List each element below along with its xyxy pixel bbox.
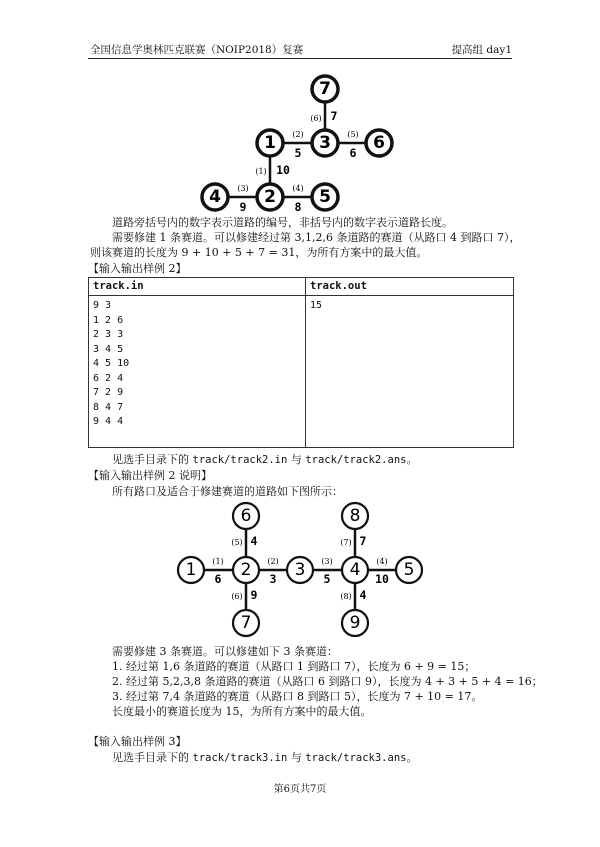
note2-file-ans: track/track2.ans <box>305 454 407 466</box>
node-label: 5 <box>403 560 415 580</box>
edge-id: (3) <box>237 184 249 193</box>
edge-id: (6) <box>310 114 322 123</box>
output-column <box>306 278 513 447</box>
header-right: 提高组 day1 <box>451 44 512 56</box>
node-label: 8 <box>349 506 361 526</box>
diagram-sample-2 <box>0 495 600 640</box>
edge-weight: 5 <box>323 572 331 586</box>
input-line: 8 4 7 <box>93 401 124 413</box>
explain2-item2: 2. 经过第 5,2,3,8 条道路的赛道（从路口 6 到路口 9），长度为 4 + 3 + 5 + 4 = 16； <box>112 675 543 688</box>
edge-weight: 7 <box>330 109 338 123</box>
note3-prefix: 见选手目录下的 <box>112 751 193 764</box>
edge-id: (6) <box>231 592 243 601</box>
note2 <box>112 452 417 468</box>
input-line: 9 3 <box>93 300 112 311</box>
input-line: 6 2 4 <box>93 372 124 384</box>
sample2-explain-title: 【输入输出样例 2 说明】 <box>88 469 212 482</box>
input-line: 9 4 4 <box>93 416 124 427</box>
diagram-sample-1 <box>0 0 600 220</box>
node-label: 1 <box>185 560 197 580</box>
node-label: 6 <box>373 133 385 153</box>
explain2-line2: 长度最小的赛道长度为 15，为所有方案中的最大值。 <box>112 705 372 718</box>
page-footer: 第6页共7页 <box>273 784 327 795</box>
input-line: 4 5 10 <box>93 358 130 369</box>
edge-weight: 5 <box>294 146 302 160</box>
input-header: track.in <box>89 278 305 296</box>
note2-prefix: 见选手目录下的 <box>112 453 193 466</box>
note3-file-ans: track/track3.ans <box>305 752 407 764</box>
input-line: 1 2 6 <box>93 314 124 326</box>
input-body <box>89 296 305 430</box>
edge-weight: 3 <box>269 572 277 586</box>
sample3-title: 【输入输出样例 3】 <box>88 735 187 748</box>
explain1-line3: 则该赛道的长度为 9 + 10 + 5 + 7 = 31，为所有方案中的最大值。 <box>90 246 428 259</box>
edge-weight: 6 <box>349 146 357 160</box>
edge-id: (5) <box>347 130 359 139</box>
edge-id: (7) <box>340 538 352 547</box>
output-header: track.out <box>306 278 513 296</box>
edge-weight: 9 <box>250 588 258 602</box>
edge-id: (4) <box>376 557 388 566</box>
note2-file-in: track/track2.in <box>192 454 288 466</box>
node-label: 5 <box>319 187 331 207</box>
node-label: 1 <box>264 133 276 153</box>
edge-weight: 4 <box>359 588 367 602</box>
sample2-title: 【输入输出样例 2】 <box>88 262 187 275</box>
note2-suffix: 。 <box>406 453 418 466</box>
explain2-line1: 需要修建 3 条赛道。可以修建如下 3 条赛道： <box>112 645 338 658</box>
edge-id: (1) <box>255 167 267 176</box>
edge-id: (2) <box>292 130 304 139</box>
output-body <box>306 296 513 314</box>
node-label: 9 <box>349 613 361 633</box>
header-left: 全国信息学奥林匹克联赛（NOIP2018）复赛 <box>90 44 304 56</box>
node-label: 4 <box>209 187 221 207</box>
edge-weight: 4 <box>250 534 258 548</box>
input-column <box>89 278 306 447</box>
input-line: 7 2 9 <box>93 387 124 398</box>
note3-mid: 与 <box>287 751 306 764</box>
explain2-item1: 1. 经过第 1,6 条道路的赛道（从路口 1 到路口 7），长度为 6 + 9 = 15； <box>112 660 476 673</box>
edge-id: (4) <box>292 184 304 193</box>
explain1-line2: 需要修建 1 条赛道。可以修建经过第 3,1,2,6 条道路的赛道（从路口 4 到路口 7）， <box>112 231 521 244</box>
edge-id: (5) <box>231 538 243 547</box>
edge-id: (8) <box>340 592 352 601</box>
edge-weight: 7 <box>359 534 367 548</box>
note3-file-in: track/track3.in <box>192 752 288 764</box>
node-label: 7 <box>240 613 252 633</box>
node-label: 7 <box>319 79 331 99</box>
note2-mid: 与 <box>287 453 306 466</box>
node-label: 2 <box>264 187 276 207</box>
note3 <box>112 750 417 766</box>
edge-id: (3) <box>321 557 333 566</box>
input-line: 2 3 3 <box>93 329 124 340</box>
edge-id: (2) <box>267 557 279 566</box>
edge-weight: 6 <box>214 572 222 586</box>
node-label: 4 <box>349 560 361 580</box>
edge-weight: 9 <box>239 200 247 214</box>
input-line: 3 4 5 <box>93 343 124 355</box>
explain2-intro: 所有路口及适合于修建赛道的道路如下图所示： <box>112 485 343 498</box>
edge-id: (1) <box>212 557 224 566</box>
edge-weight: 10 <box>276 163 290 177</box>
node-label: 3 <box>319 133 331 153</box>
node-label: 3 <box>294 560 306 580</box>
edge-weight: 10 <box>375 572 389 586</box>
output-line: 15 <box>310 300 323 311</box>
edge-weight: 8 <box>294 200 302 214</box>
explain2-item3: 3. 经过第 7,4 条道路的赛道（从路口 8 到路口 5），长度为 7 + 10 = 17。 <box>112 690 483 703</box>
note3-suffix: 。 <box>406 751 418 764</box>
explain1-line1: 道路旁括号内的数字表示道路的编号，非括号内的数字表示道路长度。 <box>112 216 453 229</box>
node-label: 2 <box>240 560 252 580</box>
node-label: 6 <box>240 506 252 526</box>
sample2-table <box>88 277 514 448</box>
